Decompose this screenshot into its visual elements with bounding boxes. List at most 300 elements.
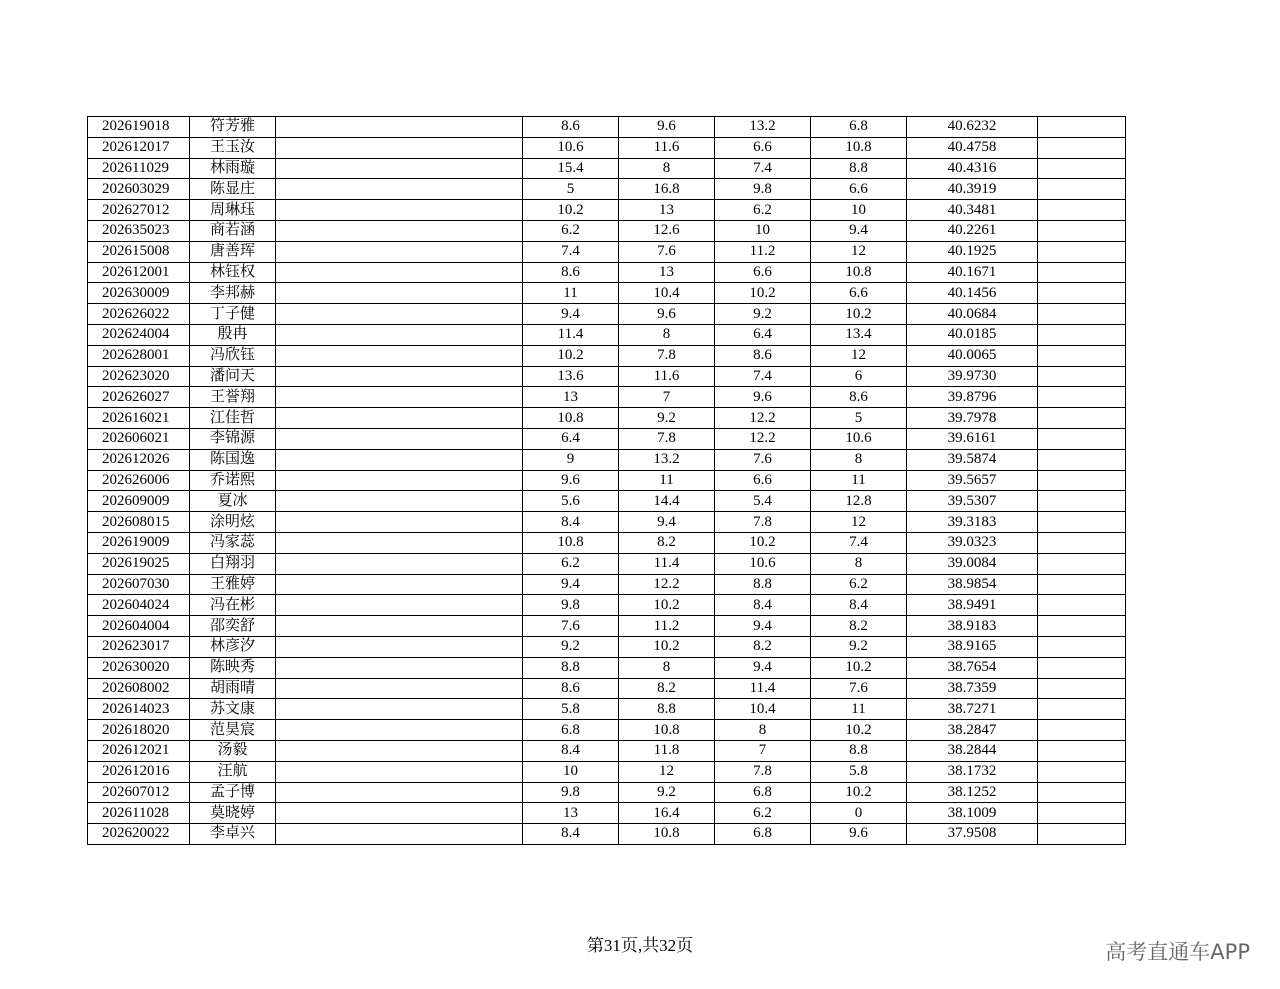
score-3-cell: 6.2: [715, 803, 811, 824]
table-row: [88, 304, 1126, 325]
table-row: [88, 553, 1126, 574]
total-score-cell: 39.8796: [907, 387, 1038, 408]
blank-col-cell: [276, 720, 523, 741]
score-3-cell: 6.2: [715, 200, 811, 221]
total-score-cell: 39.0323: [907, 532, 1038, 553]
score-1-cell: 10: [523, 761, 619, 782]
score-4-cell: 10.2: [811, 657, 907, 678]
score-3-cell: 13.2: [715, 117, 811, 138]
table-row: [88, 761, 1126, 782]
score-1-cell: 13: [523, 387, 619, 408]
score-3-cell: 7: [715, 740, 811, 761]
remark-cell: [1038, 387, 1126, 408]
table-row: [88, 345, 1126, 366]
candidate-id-cell: 202620022: [88, 824, 190, 845]
score-3-cell: 9.6: [715, 387, 811, 408]
score-1-cell: 8.6: [523, 117, 619, 138]
total-score-cell: 38.9183: [907, 616, 1038, 637]
candidate-id-cell: 202619025: [88, 553, 190, 574]
score-2-cell: 10.8: [619, 824, 715, 845]
score-1-cell: 11.4: [523, 324, 619, 345]
score-2-cell: 16.8: [619, 179, 715, 200]
score-1-cell: 9: [523, 449, 619, 470]
score-3-cell: 7.8: [715, 512, 811, 533]
score-table: [87, 116, 1126, 845]
student-name-cell: 李锦源: [190, 428, 276, 449]
candidate-id-cell: 202619009: [88, 532, 190, 553]
student-name-cell: 汪航: [190, 761, 276, 782]
blank-col-cell: [276, 283, 523, 304]
table-row: [88, 200, 1126, 221]
score-4-cell: 10.8: [811, 262, 907, 283]
score-2-cell: 8: [619, 324, 715, 345]
score-1-cell: 9.6: [523, 470, 619, 491]
total-score-cell: 40.0185: [907, 324, 1038, 345]
remark-cell: [1038, 678, 1126, 699]
score-1-cell: 8.6: [523, 262, 619, 283]
candidate-id-cell: 202608002: [88, 678, 190, 699]
total-score-cell: 37.9508: [907, 824, 1038, 845]
remark-cell: [1038, 158, 1126, 179]
student-name-cell: 范昊宸: [190, 720, 276, 741]
table-row: [88, 740, 1126, 761]
table-row: [88, 241, 1126, 262]
blank-col-cell: [276, 824, 523, 845]
candidate-id-cell: 202612026: [88, 449, 190, 470]
total-score-cell: 40.0684: [907, 304, 1038, 325]
remark-cell: [1038, 428, 1126, 449]
total-score-cell: 40.3919: [907, 179, 1038, 200]
total-score-cell: 38.7359: [907, 678, 1038, 699]
student-name-cell: 夏冰: [190, 491, 276, 512]
score-2-cell: 10.2: [619, 636, 715, 657]
table-row: [88, 220, 1126, 241]
score-2-cell: 11.8: [619, 740, 715, 761]
remark-cell: [1038, 782, 1126, 803]
score-4-cell: 8.4: [811, 595, 907, 616]
total-score-cell: 39.7978: [907, 408, 1038, 429]
table-row: [88, 532, 1126, 553]
score-2-cell: 9.6: [619, 117, 715, 138]
remark-cell: [1038, 200, 1126, 221]
candidate-id-cell: 202612016: [88, 761, 190, 782]
remark-cell: [1038, 449, 1126, 470]
score-3-cell: 11.2: [715, 241, 811, 262]
student-name-cell: 李卓兴: [190, 824, 276, 845]
score-2-cell: 14.4: [619, 491, 715, 512]
student-name-cell: 白翔羽: [190, 553, 276, 574]
table-row: [88, 512, 1126, 533]
student-name-cell: 周琳珏: [190, 200, 276, 221]
student-name-cell: 乔诺熙: [190, 470, 276, 491]
score-2-cell: 7.6: [619, 241, 715, 262]
blank-col-cell: [276, 595, 523, 616]
score-3-cell: 11.4: [715, 678, 811, 699]
score-4-cell: 5.8: [811, 761, 907, 782]
score-4-cell: 12: [811, 345, 907, 366]
score-2-cell: 8.2: [619, 678, 715, 699]
total-score-cell: 39.5307: [907, 491, 1038, 512]
table-row: [88, 595, 1126, 616]
remark-cell: [1038, 616, 1126, 637]
blank-col-cell: [276, 366, 523, 387]
table-row: [88, 720, 1126, 741]
score-3-cell: 8.6: [715, 345, 811, 366]
score-1-cell: 8.4: [523, 740, 619, 761]
score-1-cell: 8.4: [523, 512, 619, 533]
total-score-cell: 38.2844: [907, 740, 1038, 761]
total-score-cell: 38.2847: [907, 720, 1038, 741]
candidate-id-cell: 202612017: [88, 137, 190, 158]
remark-cell: [1038, 220, 1126, 241]
remark-cell: [1038, 761, 1126, 782]
score-3-cell: 7.6: [715, 449, 811, 470]
remark-cell: [1038, 824, 1126, 845]
candidate-id-cell: 202623020: [88, 366, 190, 387]
score-4-cell: 10.6: [811, 428, 907, 449]
score-2-cell: 12.2: [619, 574, 715, 595]
candidate-id-cell: 202604024: [88, 595, 190, 616]
score-3-cell: 6.4: [715, 324, 811, 345]
table-row: [88, 158, 1126, 179]
blank-col-cell: [276, 532, 523, 553]
table-row: [88, 616, 1126, 637]
score-4-cell: 6.8: [811, 117, 907, 138]
score-2-cell: 10.8: [619, 720, 715, 741]
score-3-cell: 9.8: [715, 179, 811, 200]
blank-col-cell: [276, 657, 523, 678]
table-row: [88, 387, 1126, 408]
student-name-cell: 王雅婷: [190, 574, 276, 595]
remark-cell: [1038, 366, 1126, 387]
blank-col-cell: [276, 636, 523, 657]
blank-col-cell: [276, 200, 523, 221]
score-2-cell: 9.6: [619, 304, 715, 325]
score-3-cell: 10.4: [715, 699, 811, 720]
score-1-cell: 7.4: [523, 241, 619, 262]
score-table-body: [88, 117, 1126, 845]
score-1-cell: 10.2: [523, 200, 619, 221]
score-1-cell: 10.2: [523, 345, 619, 366]
score-3-cell: 9.2: [715, 304, 811, 325]
score-4-cell: 10.8: [811, 137, 907, 158]
blank-col-cell: [276, 512, 523, 533]
table-row: [88, 283, 1126, 304]
score-3-cell: 12.2: [715, 408, 811, 429]
score-1-cell: 5: [523, 179, 619, 200]
total-score-cell: 40.0065: [907, 345, 1038, 366]
blank-col-cell: [276, 761, 523, 782]
student-name-cell: 江佳哲: [190, 408, 276, 429]
score-2-cell: 8: [619, 158, 715, 179]
table-row: [88, 366, 1126, 387]
table-row: [88, 657, 1126, 678]
remark-cell: [1038, 636, 1126, 657]
score-2-cell: 11.6: [619, 366, 715, 387]
score-3-cell: 9.4: [715, 616, 811, 637]
total-score-cell: 39.9730: [907, 366, 1038, 387]
table-row: [88, 117, 1126, 138]
blank-col-cell: [276, 408, 523, 429]
remark-cell: [1038, 137, 1126, 158]
student-name-cell: 林钰权: [190, 262, 276, 283]
score-4-cell: 6.6: [811, 283, 907, 304]
blank-col-cell: [276, 220, 523, 241]
student-name-cell: 陈国逸: [190, 449, 276, 470]
student-name-cell: 涂明炫: [190, 512, 276, 533]
score-4-cell: 10.2: [811, 720, 907, 741]
score-4-cell: 8.8: [811, 158, 907, 179]
candidate-id-cell: 202612001: [88, 262, 190, 283]
candidate-id-cell: 202615008: [88, 241, 190, 262]
table-row: [88, 428, 1126, 449]
blank-col-cell: [276, 324, 523, 345]
score-2-cell: 7.8: [619, 345, 715, 366]
remark-cell: [1038, 179, 1126, 200]
table-row: [88, 824, 1126, 845]
blank-col-cell: [276, 345, 523, 366]
candidate-id-cell: 202627012: [88, 200, 190, 221]
total-score-cell: 39.3183: [907, 512, 1038, 533]
remark-cell: [1038, 241, 1126, 262]
watermark-logo-text: 高考直通车APP: [1105, 940, 1250, 964]
blank-col-cell: [276, 699, 523, 720]
score-3-cell: 6.6: [715, 470, 811, 491]
total-score-cell: 40.4758: [907, 137, 1038, 158]
table-row: [88, 449, 1126, 470]
candidate-id-cell: 202623017: [88, 636, 190, 657]
remark-cell: [1038, 262, 1126, 283]
remark-cell: [1038, 304, 1126, 325]
score-2-cell: 8.2: [619, 532, 715, 553]
total-score-cell: 38.7654: [907, 657, 1038, 678]
score-4-cell: 8.2: [811, 616, 907, 637]
score-4-cell: 11: [811, 470, 907, 491]
table-row: [88, 699, 1126, 720]
blank-col-cell: [276, 803, 523, 824]
score-1-cell: 8.4: [523, 824, 619, 845]
remark-cell: [1038, 803, 1126, 824]
score-3-cell: 8.8: [715, 574, 811, 595]
candidate-id-cell: 202614023: [88, 699, 190, 720]
score-1-cell: 15.4: [523, 158, 619, 179]
score-3-cell: 10.2: [715, 283, 811, 304]
candidate-id-cell: 202612021: [88, 740, 190, 761]
score-4-cell: 8: [811, 553, 907, 574]
candidate-id-cell: 202607012: [88, 782, 190, 803]
score-1-cell: 6.2: [523, 220, 619, 241]
student-name-cell: 商若涵: [190, 220, 276, 241]
student-name-cell: 胡雨晴: [190, 678, 276, 699]
table-row: [88, 470, 1126, 491]
score-1-cell: 9.2: [523, 636, 619, 657]
candidate-id-cell: 202626006: [88, 470, 190, 491]
student-name-cell: 殷冉: [190, 324, 276, 345]
remark-cell: [1038, 283, 1126, 304]
score-2-cell: 13.2: [619, 449, 715, 470]
score-2-cell: 16.4: [619, 803, 715, 824]
score-1-cell: 9.4: [523, 574, 619, 595]
table-row: [88, 678, 1126, 699]
score-2-cell: 13: [619, 200, 715, 221]
candidate-id-cell: 202611029: [88, 158, 190, 179]
score-3-cell: 7.4: [715, 158, 811, 179]
student-name-cell: 冯在彬: [190, 595, 276, 616]
student-name-cell: 冯欣钰: [190, 345, 276, 366]
student-name-cell: 莫晓婷: [190, 803, 276, 824]
total-score-cell: 39.5657: [907, 470, 1038, 491]
score-4-cell: 7.4: [811, 532, 907, 553]
score-1-cell: 10.6: [523, 137, 619, 158]
candidate-id-cell: 202619018: [88, 117, 190, 138]
candidate-id-cell: 202630009: [88, 283, 190, 304]
score-2-cell: 9.4: [619, 512, 715, 533]
table-row: [88, 636, 1126, 657]
score-4-cell: 0: [811, 803, 907, 824]
score-3-cell: 7.8: [715, 761, 811, 782]
score-2-cell: 11: [619, 470, 715, 491]
remark-cell: [1038, 699, 1126, 720]
score-1-cell: 7.6: [523, 616, 619, 637]
total-score-cell: 39.6161: [907, 428, 1038, 449]
candidate-id-cell: 202606021: [88, 428, 190, 449]
remark-cell: [1038, 553, 1126, 574]
score-1-cell: 6.4: [523, 428, 619, 449]
candidate-id-cell: 202603029: [88, 179, 190, 200]
student-name-cell: 林雨璇: [190, 158, 276, 179]
total-score-cell: 40.6232: [907, 117, 1038, 138]
page-number: 第31页,共32页: [586, 936, 694, 955]
total-score-cell: 40.1671: [907, 262, 1038, 283]
student-name-cell: 苏文康: [190, 699, 276, 720]
remark-cell: [1038, 740, 1126, 761]
blank-col-cell: [276, 117, 523, 138]
blank-col-cell: [276, 678, 523, 699]
total-score-cell: 38.1252: [907, 782, 1038, 803]
score-4-cell: 8.6: [811, 387, 907, 408]
candidate-id-cell: 202624004: [88, 324, 190, 345]
score-3-cell: 6.8: [715, 782, 811, 803]
candidate-id-cell: 202611028: [88, 803, 190, 824]
total-score-cell: 40.1456: [907, 283, 1038, 304]
student-name-cell: 邵奕舒: [190, 616, 276, 637]
score-4-cell: 10.2: [811, 304, 907, 325]
remark-cell: [1038, 720, 1126, 741]
score-1-cell: 5.6: [523, 491, 619, 512]
table-row: [88, 262, 1126, 283]
score-4-cell: 10: [811, 200, 907, 221]
score-2-cell: 10.2: [619, 595, 715, 616]
blank-col-cell: [276, 158, 523, 179]
student-name-cell: 潘问天: [190, 366, 276, 387]
score-3-cell: 9.4: [715, 657, 811, 678]
blank-col-cell: [276, 449, 523, 470]
candidate-id-cell: 202635023: [88, 220, 190, 241]
score-2-cell: 11.6: [619, 137, 715, 158]
total-score-cell: 38.7271: [907, 699, 1038, 720]
score-1-cell: 9.8: [523, 782, 619, 803]
score-1-cell: 13.6: [523, 366, 619, 387]
score-4-cell: 8: [811, 449, 907, 470]
blank-col-cell: [276, 470, 523, 491]
student-name-cell: 陈映秀: [190, 657, 276, 678]
remark-cell: [1038, 491, 1126, 512]
score-4-cell: 13.4: [811, 324, 907, 345]
score-1-cell: 9.8: [523, 595, 619, 616]
score-2-cell: 11.4: [619, 553, 715, 574]
total-score-cell: 39.5874: [907, 449, 1038, 470]
total-score-cell: 40.4316: [907, 158, 1038, 179]
score-1-cell: 11: [523, 283, 619, 304]
student-name-cell: 冯家蕊: [190, 532, 276, 553]
student-name-cell: 唐善珲: [190, 241, 276, 262]
total-score-cell: 40.3481: [907, 200, 1038, 221]
blank-col-cell: [276, 137, 523, 158]
table-row: [88, 324, 1126, 345]
score-4-cell: 12.8: [811, 491, 907, 512]
table-row: [88, 179, 1126, 200]
score-1-cell: 9.4: [523, 304, 619, 325]
total-score-cell: 38.1009: [907, 803, 1038, 824]
score-4-cell: 12: [811, 512, 907, 533]
score-2-cell: 11.2: [619, 616, 715, 637]
remark-cell: [1038, 470, 1126, 491]
total-score-cell: 39.0084: [907, 553, 1038, 574]
blank-col-cell: [276, 491, 523, 512]
student-name-cell: 林彦汐: [190, 636, 276, 657]
blank-col-cell: [276, 616, 523, 637]
blank-col-cell: [276, 553, 523, 574]
score-3-cell: 6.8: [715, 824, 811, 845]
score-2-cell: 7: [619, 387, 715, 408]
remark-cell: [1038, 324, 1126, 345]
candidate-id-cell: 202616021: [88, 408, 190, 429]
student-name-cell: 李邦赫: [190, 283, 276, 304]
table-row: [88, 137, 1126, 158]
total-score-cell: 38.9854: [907, 574, 1038, 595]
score-2-cell: 9.2: [619, 782, 715, 803]
score-4-cell: 6.6: [811, 179, 907, 200]
score-1-cell: 10.8: [523, 408, 619, 429]
score-4-cell: 9.6: [811, 824, 907, 845]
score-1-cell: 8.8: [523, 657, 619, 678]
score-2-cell: 12.6: [619, 220, 715, 241]
score-3-cell: 5.4: [715, 491, 811, 512]
blank-col-cell: [276, 387, 523, 408]
score-1-cell: 6.2: [523, 553, 619, 574]
table-row: [88, 782, 1126, 803]
student-name-cell: 丁子健: [190, 304, 276, 325]
score-4-cell: 5: [811, 408, 907, 429]
blank-col-cell: [276, 304, 523, 325]
total-score-cell: 40.1925: [907, 241, 1038, 262]
score-2-cell: 12: [619, 761, 715, 782]
table-row: [88, 574, 1126, 595]
table-row: [88, 803, 1126, 824]
remark-cell: [1038, 117, 1126, 138]
candidate-id-cell: 202604004: [88, 616, 190, 637]
student-name-cell: 陈显庄: [190, 179, 276, 200]
candidate-id-cell: 202609009: [88, 491, 190, 512]
total-score-cell: 40.2261: [907, 220, 1038, 241]
candidate-id-cell: 202607030: [88, 574, 190, 595]
score-1-cell: 8.6: [523, 678, 619, 699]
blank-col-cell: [276, 428, 523, 449]
blank-col-cell: [276, 574, 523, 595]
score-4-cell: 8.8: [811, 740, 907, 761]
student-name-cell: 符芳雅: [190, 117, 276, 138]
score-4-cell: 9.4: [811, 220, 907, 241]
